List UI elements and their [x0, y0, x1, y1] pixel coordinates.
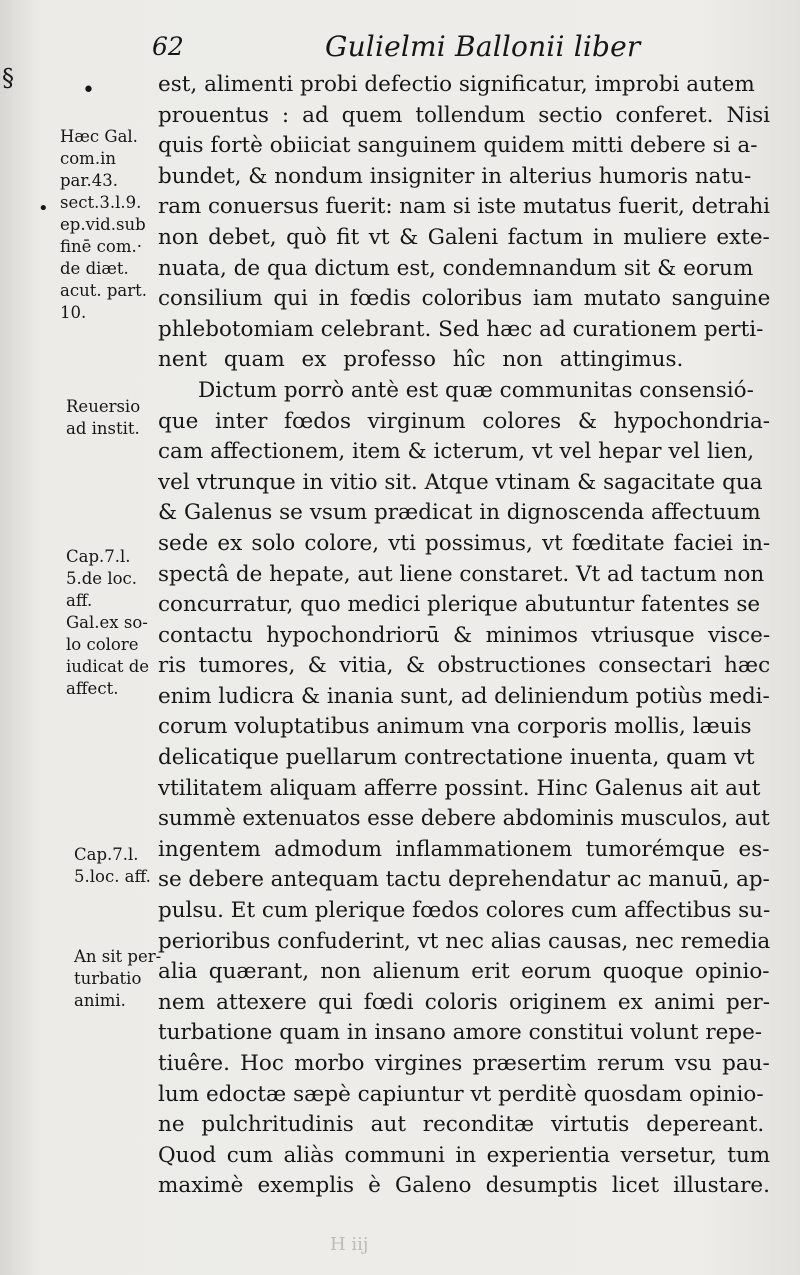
text-line: prouentus : ad quem tollendum sectio conferet. Nisi	[158, 102, 770, 128]
text-line: ram conuersus fuerit: nam si iste mutatus fuerit, detrahi	[158, 194, 770, 220]
side-note-line: animi.	[74, 991, 126, 1010]
text-line: ingentem admodum inflammationem tumorémque es-	[158, 836, 770, 862]
text-line: tiuêre. Hoc morbo virgines præsertim rerum vsu pau-	[158, 1051, 770, 1076]
text-line: se debere antequam tactu deprehendatur ac manuū, ap-	[158, 867, 770, 893]
text-line: consilium qui in fœdis coloribus iam mutato sanguine	[158, 286, 770, 312]
text-line: enim ludicra & inania sunt, ad deliniendum potiùs medi-	[158, 683, 770, 709]
side-note-line: 5.de loc.	[66, 569, 138, 588]
side-note-1	[60, 126, 147, 324]
side-note-line: Cap.7.l.	[74, 845, 139, 864]
side-note-2	[66, 396, 140, 440]
side-note-5	[74, 946, 161, 1012]
text-line: perioribus confuderint, vt nec alias causas, nec remedia	[158, 928, 770, 954]
text-line: est, alimenti probi defectio significatur, improbi autem	[158, 72, 755, 97]
text-line: & Galenus se vsum prædicat in dignoscenda affectuum	[158, 500, 761, 526]
side-note-line: Hæc Gal.	[60, 127, 138, 146]
side-note-line: acut. part.	[60, 281, 147, 300]
margin-dot-2: •	[38, 198, 49, 219]
text-line: lum edoctæ sæpè capiuntur vt perditè quosdam opinio-	[158, 1081, 764, 1107]
text-line: nuata, de qua dictum est, condemnandum sit & eorum	[158, 255, 754, 281]
side-note-3	[66, 546, 149, 700]
main-text-block	[158, 70, 770, 1202]
side-note-line: Cap.7.l.	[66, 547, 131, 566]
text-line: nent quam ex professo hîc non attingimus.	[158, 347, 684, 373]
margin-mark: §	[2, 64, 14, 92]
side-note-4	[74, 844, 151, 888]
side-note-line: de diæt.	[60, 259, 129, 278]
text-line: non debet, quò fit vt & Galeni factum in muliere exte-	[158, 224, 770, 250]
text-line: pulsu. Et cum plerique fœdos colores cum affectibus su-	[158, 898, 770, 924]
side-note-line: 10.	[60, 303, 87, 322]
page-header	[0, 24, 800, 70]
side-note-line: Gal.ex so-	[66, 613, 148, 632]
text-line: phlebotomiam celebrant. Sed hæc ad curationem perti-	[158, 316, 764, 342]
side-note-line: An sit per-	[74, 947, 162, 966]
side-note-line: turbatio	[74, 969, 142, 988]
text-line: corum voluptatibus animum vna corporis mollis, læuis	[158, 714, 752, 740]
text-line: contactu hypochondriorū & minimos vtriusque visce-	[158, 622, 770, 648]
text-line: vtilitatem aliquam afferre possint. Hinc Galenus ait aut	[158, 775, 761, 801]
text-line: Quod cum aliàs communi in experientia versetur, tum	[158, 1142, 770, 1168]
side-note-line: par.43.	[60, 171, 118, 190]
text-line: vel vtrunque in vitio sit. Atque vtinam & sagacitate qua	[158, 469, 763, 495]
side-note-line: finē com.·	[60, 237, 142, 256]
text-line: ne pulchritudinis aut reconditæ virtutis depereant.	[158, 1112, 765, 1138]
text-line: sede ex solo colore, vti possimus, vt fœditate faciei in-	[158, 530, 770, 556]
side-note-line: iudicat de	[66, 657, 150, 676]
text-line: nem attexere qui fœdi coloris originem ex animi per-	[158, 989, 770, 1015]
side-note-line: com.in	[60, 149, 116, 168]
text-line: Dictum porrò antè est quæ communitas consensió-	[198, 377, 754, 403]
side-note-line: 5.loc. aff.	[74, 867, 151, 886]
side-note-line: aff.	[66, 591, 93, 610]
side-note-line: ep.vid.sub	[60, 215, 146, 234]
page-number: 62	[152, 32, 184, 61]
text-line: turbatione quam in insano amore constitui volunt repe-	[158, 1020, 763, 1046]
margin-dot: •	[82, 78, 95, 103]
side-note-line: lo colore	[66, 635, 139, 654]
text-line: quis fortè obiiciat sanguinem quidem mitti debere si a-	[158, 133, 758, 159]
text-line: ris tumores, & vitia, & obstructiones consectari hæc	[158, 653, 770, 679]
side-note-line: sect.3.l.9.	[60, 193, 142, 212]
text-line: cam affectionem, item & icterum, vt vel hepar vel lien,	[158, 439, 755, 465]
text-line: alia quærant, non alienum erit eorum quoque opinio-	[158, 959, 770, 985]
text-line: delicatique puellarum contrectatione inuenta, quam vt	[158, 745, 755, 771]
text-line: spectâ de hepate, aut liene constaret. Vt ad tactum non	[158, 561, 765, 587]
text-line: bundet, & nondum insigniter in alterius humoris natu-	[158, 163, 752, 189]
side-note-line: ad instit.	[66, 419, 140, 438]
signature-mark: H iij	[330, 1234, 369, 1255]
side-note-line: Reuersio	[66, 397, 141, 416]
text-line: summè extenuatos esse debere abdominis musculos, aut	[158, 806, 770, 832]
text-line: que inter fœdos virginum colores & hypochondria-	[158, 408, 770, 434]
running-title: Gulielmi Ballonii liber	[325, 30, 641, 63]
text-line: maximè exemplis è Galeno desumptis licet illustare.	[158, 1173, 770, 1199]
text-line: concurratur, quo medici plerique abutuntur fatentes se	[158, 592, 761, 618]
side-note-line: affect.	[66, 679, 119, 698]
